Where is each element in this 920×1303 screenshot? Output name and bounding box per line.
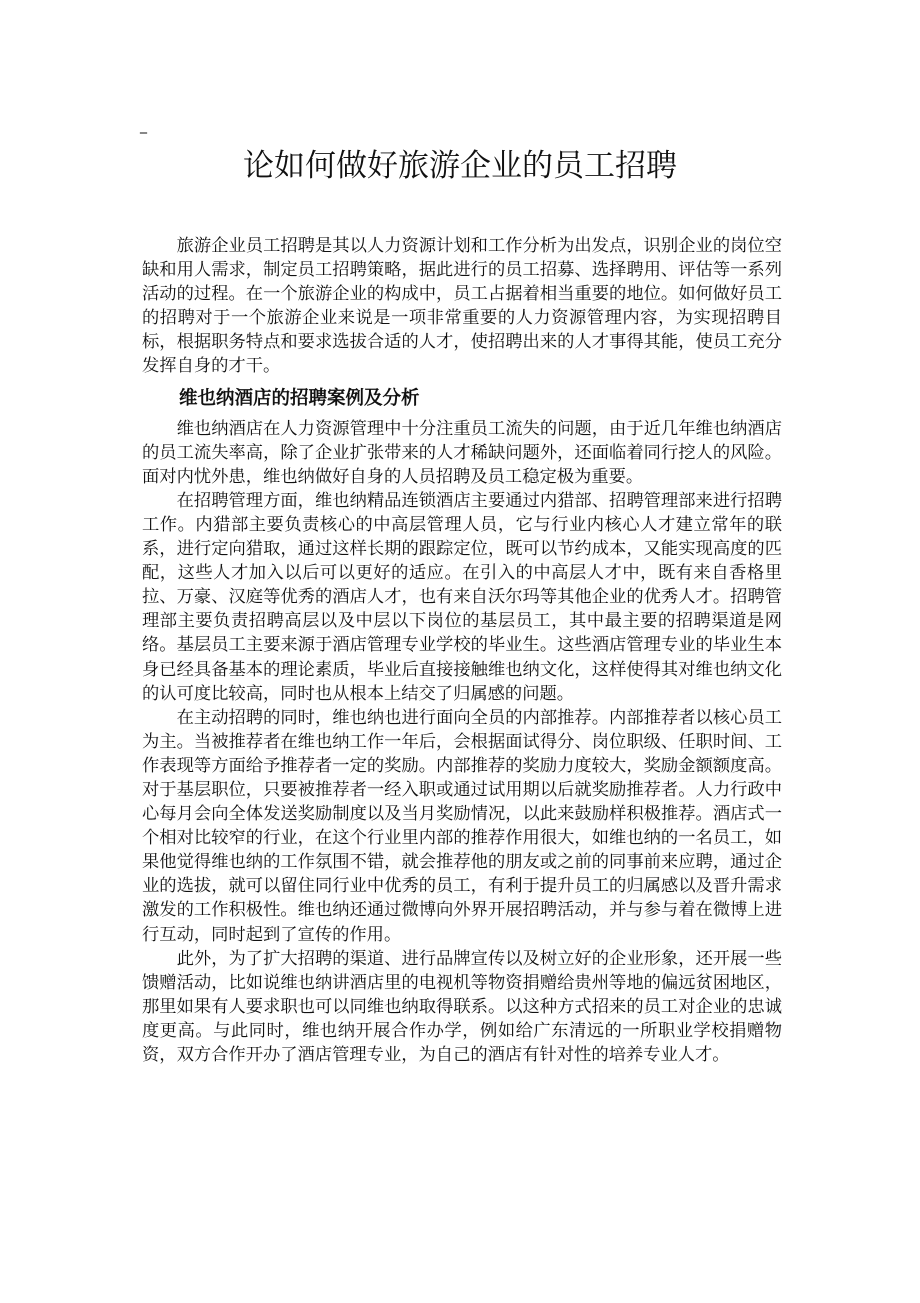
page-title: 论如何做好旅游企业的员工招聘 [243,148,677,184]
body-paragraph: 维也纳酒店在人力资源管理中十分注重员工流失的问题，由于近几年维也纳酒店的员工流失率高，除了企业扩张带来的人才稀缺问题外，还面临着同行挖人的风险。面对内忧外患，维也纳做好自身的人员招聘及员工稳定极为重要。 [142,418,782,487]
intro-paragraph: 旅游企业员工招聘是其以人力资源计划和工作分析为出发点，识别企业的岗位空缺和用人需求，制定员工招聘策略，据此进行的员工招募、选择聘用、评估等一系列活动的过程。在一个旅游企业的构成中，员工占据着相当重要的地位。如何做好员工的招聘对于一个旅游企业来说是一项非常重要的人力资源管理内容，为实现招聘目标，根据职务特点和要求选拔合适的人才，使招聘出来的人才事得其能，使员工充分发挥自身的才干。 [142,236,782,377]
section-heading: 维也纳酒店的招聘案例及分析 [179,387,420,409]
body-paragraph: 在招聘管理方面，维也纳精品连锁酒店主要通过内猎部、招聘管理部来进行招聘工作。内猎部主要负责核心的中高层管理人员，它与行业内核心人才建立常年的联系，进行定向猎取，通过这样长期的跟踪定位，既可以节约成本，又能实现高度的匹配，这些人才加入以后可以更好的适应。在引入的中高层人才中，既有来自香格里拉、万豪、汉庭等优秀的酒店人才，也有来自沃尔玛等其他企业的优秀人才。招聘管理部主要负责招聘高层以及中层以下岗位的基层员工，其中最主要的招聘渠道是网络。基层员工主要来源于酒店管理专业学校的毕业生。这些酒店管理专业的毕业生本身已经具备基本的理论素质，毕业后直接接触维也纳文化，这样使得其对维也纳文化的认可度比较高，同时也从根本上结交了归属感的问题。 [142,490,782,704]
body-paragraph: 此外，为了扩大招聘的渠道、进行品牌宣传以及树立好的企业形象，还开展一些馈赠活动，比如说维也纳讲酒店里的电视机等物资捐赠给贵州等地的偏远贫困地区，那里如果有人要求职也可以同维也纳取得联系。以这种方式招来的员工对企业的忠诚度更高。与此同时，维也纳开展合作办学，例如给广东清远的一所职业学校捐赠物资，双方合作开办了酒店管理专业，为自己的酒店有针对性的培养专业人才。 [142,948,782,1065]
header-mark: _ [140,118,147,134]
body-paragraph: 在主动招聘的同时，维也纳也进行面向全员的内部推荐。内部推荐者以核心员工为主。当被推荐者在维也纳工作一年后，会根据面试得分、岗位职级、任职时间、工作表现等方面给予推荐者一定的奖励。内部推荐的奖励力度较大，奖励金额额度高。对于基层职位，只要被推荐者一经入职或通过试用期以后就奖励推荐者。人力行政中心每月会向全体发送奖励制度以及当月奖励情况，以此来鼓励样积极推荐。酒店式一个相对比较窄的行业，在这个行业里内部的推荐作用很大，如维也纳的一名员工，如果他觉得维也纳的工作氛围不错，就会推荐他的朋友或之前的同事前来应聘，通过企业的选拔，就可以留住同行业中优秀的员工，有利于提升员工的归属感以及晋升需求激发的工作积极性。维也纳还通过微博向外界开展招聘活动，并与参与着在微博上进行互动，同时起到了宣传的作用。 [142,707,782,945]
document-body [142,234,782,1067]
